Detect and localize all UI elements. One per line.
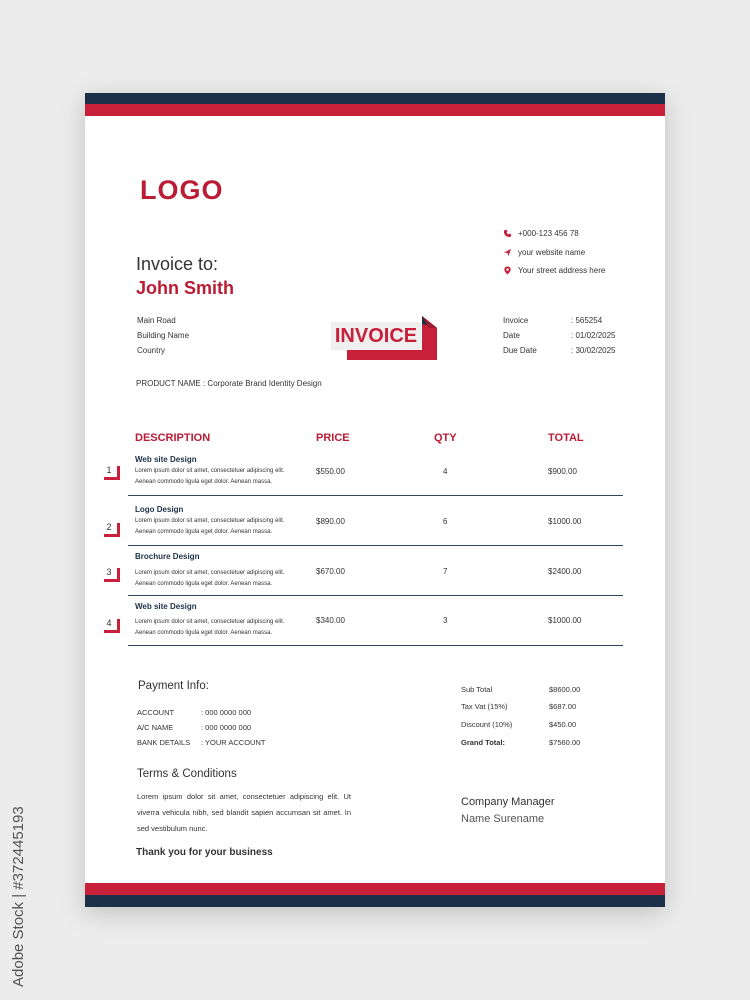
send-icon: [503, 248, 512, 257]
item-total: $900.00: [548, 467, 577, 476]
subtotal-value: $8600.00: [549, 685, 581, 694]
row-number-badge: [101, 616, 117, 630]
discount-label: Discount (10%): [461, 720, 513, 729]
item-desc-line-2: Aenean commodo ligula eget dolor. Aenean massa.: [135, 529, 273, 535]
item-price: $340.00: [316, 616, 345, 625]
product-name: PRODUCT NAME : Corporate Brand Identity Design: [136, 379, 322, 388]
item-title: Web site Design: [135, 602, 197, 611]
row-divider: [128, 645, 623, 646]
col-price-header: PRICE: [316, 432, 350, 444]
item-description: [135, 568, 284, 590]
row-divider: [128, 545, 623, 546]
item-description: [135, 466, 284, 488]
payment-account-value: : 000 0000 000: [201, 708, 252, 717]
col-qty-header: QTY: [434, 432, 457, 444]
row-divider: [128, 495, 623, 496]
meta-date-label: Date: [503, 331, 520, 340]
item-qty: 4: [443, 467, 448, 476]
terms-body: Lorem ipsum dolor sit amet, consectetuer adipiscing elit. Ut viverra vehicula nibh, sed blandit sapien accumsan sit amet. In sed vestibulum nunc.: [137, 792, 351, 833]
contact-website-text: your website name: [518, 248, 586, 257]
meta-invoice-value: : 565254: [571, 316, 603, 325]
contact-address-text: Your street address here: [518, 266, 606, 275]
top-red-bar: [85, 104, 665, 116]
item-title: Web site Design: [135, 455, 197, 464]
payment-acname-label: A/C NAME: [137, 723, 174, 732]
item-price: $890.00: [316, 517, 345, 526]
payment-account-label: ACCOUNT: [137, 708, 175, 717]
contact-phone-text: +000-123 456 78: [518, 229, 579, 238]
location-pin-icon: [503, 266, 512, 275]
terms-title: Terms & Conditions: [137, 768, 237, 780]
invoice-badge-text: INVOICE: [331, 322, 421, 350]
item-qty: 3: [443, 616, 448, 625]
manager-name: Name Surename: [461, 813, 545, 825]
row-number: 2: [106, 522, 112, 532]
row-number-badge: [101, 520, 117, 534]
address-line-3: Country: [137, 346, 166, 355]
item-title: Logo Design: [135, 505, 184, 514]
company-logo: LOGO: [140, 175, 224, 205]
payment-info-title: Payment Info:: [138, 680, 209, 692]
stock-id-text: Adobe Stock | #372445193: [10, 806, 27, 987]
item-title: Brochure Design: [135, 552, 200, 561]
thank-you-note: Thank you for your business: [136, 847, 273, 858]
meta-invoice-label: Invoice: [503, 316, 529, 325]
col-total-header: TOTAL: [548, 432, 584, 444]
item-qty: 6: [443, 517, 448, 526]
col-description-header: DESCRIPTION: [135, 432, 211, 444]
client-name: John Smith: [136, 278, 234, 298]
item-price: $670.00: [316, 567, 345, 576]
bottom-red-bar: [85, 883, 665, 895]
item-desc-line-2: Aenean commodo ligula eget dolor. Aenean massa.: [135, 630, 273, 636]
payment-bank-label: BANK DETAILS: [137, 738, 191, 747]
row-number: 4: [106, 618, 112, 628]
item-price: $550.00: [316, 467, 345, 476]
row-divider: [128, 595, 623, 596]
contact-website: [503, 248, 585, 257]
address-line-2: Building Name: [137, 331, 190, 340]
top-navy-bar: [85, 93, 665, 104]
discount-value: $450.00: [549, 720, 577, 729]
invoice-to-label: Invoice to:: [136, 254, 219, 274]
item-total: $2400.00: [548, 567, 582, 576]
meta-due-date-value: : 30/02/2025: [571, 346, 616, 355]
payment-bank-value: : YOUR ACCOUNT: [201, 738, 266, 747]
item-desc-line-2: Aenean commodo ligula eget dolor. Aenean massa.: [135, 581, 273, 587]
tax-label: Tax Vat (15%): [461, 702, 508, 711]
contact-phone: [503, 229, 579, 238]
contact-address: [503, 266, 605, 275]
item-desc-line-1: Lorem ipsum dolor sit amet, consectetuer adipiscing elit.: [135, 468, 285, 474]
item-qty: 7: [443, 567, 448, 576]
bottom-navy-bar: [85, 895, 665, 907]
row-number-badge: [101, 463, 117, 477]
item-desc-line-2: Aenean commodo ligula eget dolor. Aenean massa.: [135, 479, 273, 485]
item-description: [135, 617, 284, 639]
payment-acname-value: : 000 0000 000: [201, 723, 252, 732]
phone-icon: [503, 229, 512, 238]
meta-due-date-label: Due Date: [503, 346, 537, 355]
row-number-badge: [101, 565, 117, 579]
invoice-badge: [331, 314, 441, 362]
manager-title: Company Manager: [461, 796, 555, 808]
item-desc-line-1: Lorem ipsum dolor sit amet, consectetuer adipiscing elit.: [135, 518, 285, 524]
grand-total-value: $7560.00: [549, 738, 581, 747]
grand-total-label: Grand Total:: [461, 738, 506, 747]
subtotal-label: Sub Total: [461, 685, 493, 694]
item-total: $1000.00: [548, 517, 582, 526]
item-total: $1000.00: [548, 616, 582, 625]
invoice-page: [85, 93, 665, 907]
row-number: 1: [106, 465, 112, 475]
meta-date-value: : 01/02/2025: [571, 331, 616, 340]
item-description: [135, 516, 284, 538]
address-line-1: Main Road: [137, 316, 176, 325]
tax-value: $687.00: [549, 702, 577, 711]
item-desc-line-1: Lorem ipsum dolor sit amet, consectetuer adipiscing elit.: [135, 619, 285, 625]
item-desc-line-1: Lorem ipsum dolor sit amet, consectetuer adipiscing elit.: [135, 570, 285, 576]
row-number: 3: [106, 567, 112, 577]
